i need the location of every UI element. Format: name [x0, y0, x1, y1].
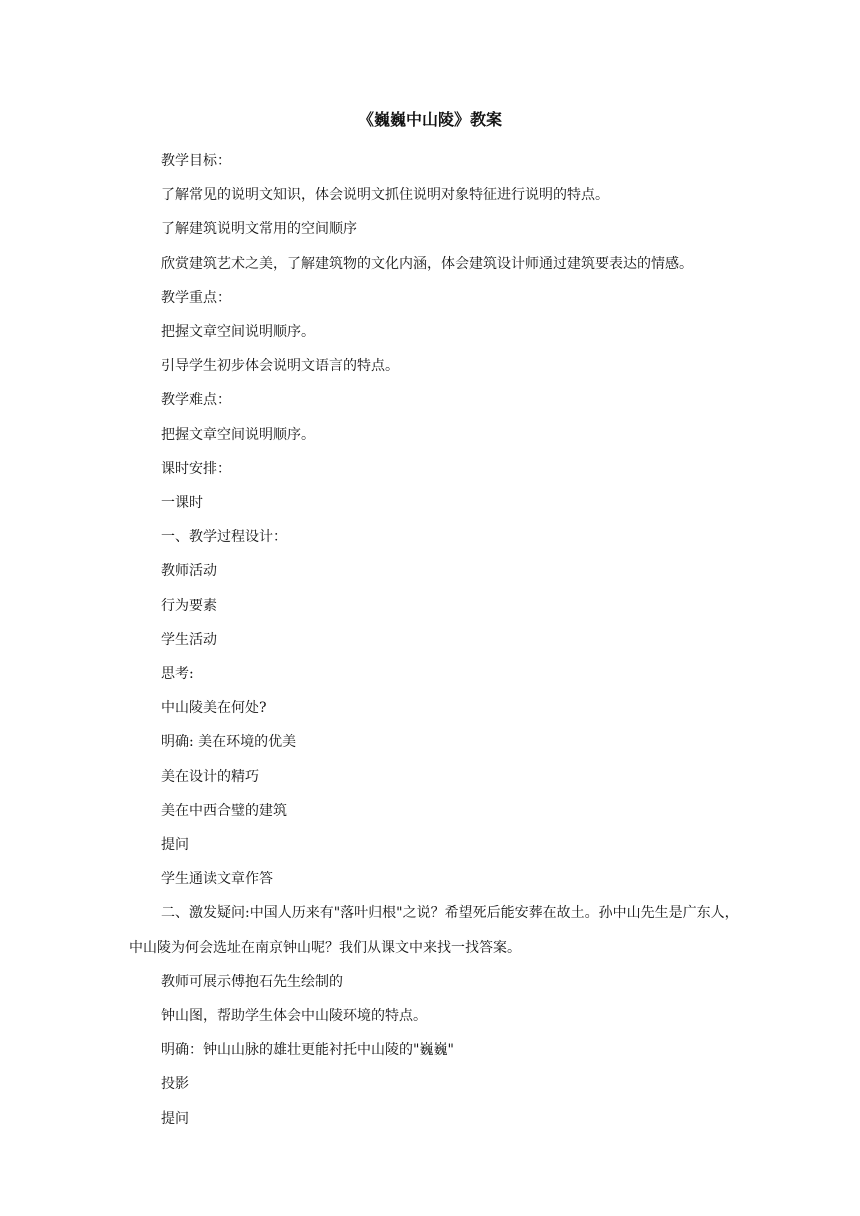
paragraph: 投影	[161, 1076, 189, 1093]
paragraph: 提问	[161, 837, 189, 854]
paragraph: 教师可展示傅抱石先生绘制的	[161, 973, 343, 990]
paragraph: 提问	[161, 1110, 189, 1127]
document-body	[129, 144, 741, 1136]
paragraph: 一、教学过程设计：	[161, 529, 287, 546]
paragraph: 教学难点：	[161, 392, 231, 409]
paragraph: 学生活动	[161, 631, 217, 648]
paragraph: 明确: 美在环境的优美	[161, 734, 297, 751]
paragraph: 欣赏建筑艺术之美，了解建筑物的文化内涵，体会建筑设计师通过建筑要表达的情感。	[161, 255, 693, 272]
paragraph: 钟山图，帮助学生体会中山陵环境的特点。	[161, 1008, 427, 1025]
paragraph: 了解常见的说明文知识，体会说明文抓住说明对象特征进行说明的特点。	[161, 187, 609, 204]
paragraph: 明确：钟山山脉的雄壮更能衬托中山陵的"巍巍"	[161, 1042, 454, 1059]
paragraph: 把握文章空间说明顺序。	[161, 324, 315, 341]
paragraph: 二、激发疑问:中国人历来有"落叶归根"之说？希望死后能安葬在故土。孙中山先生是广东人，中山陵为何会选址在南京钟山呢？我们从课文中来找一找答案。	[129, 905, 739, 956]
paragraph: 一课时	[161, 495, 203, 512]
paragraph: 把握文章空间说明顺序。	[161, 426, 315, 443]
paragraph: 教学目标：	[161, 153, 231, 169]
paragraph: 美在设计的精巧	[161, 768, 259, 785]
paragraph: 中山陵美在何处?	[161, 700, 267, 717]
document-title: 《巍巍中山陵》教案	[357, 110, 502, 129]
paragraph: 学生通读文章作答	[161, 871, 273, 888]
paragraph: 美在中西合璧的建筑	[161, 802, 287, 819]
paragraph: 行为要素	[161, 597, 217, 614]
paragraph: 思考:	[161, 666, 194, 683]
paragraph: 引导学生初步体会说明文语言的特点。	[161, 358, 399, 375]
paragraph: 教师活动	[161, 563, 217, 580]
paragraph: 课时安排：	[161, 460, 231, 477]
paragraph: 了解建筑说明文常用的空间顺序	[161, 221, 357, 238]
paragraph: 教学重点：	[161, 289, 231, 306]
